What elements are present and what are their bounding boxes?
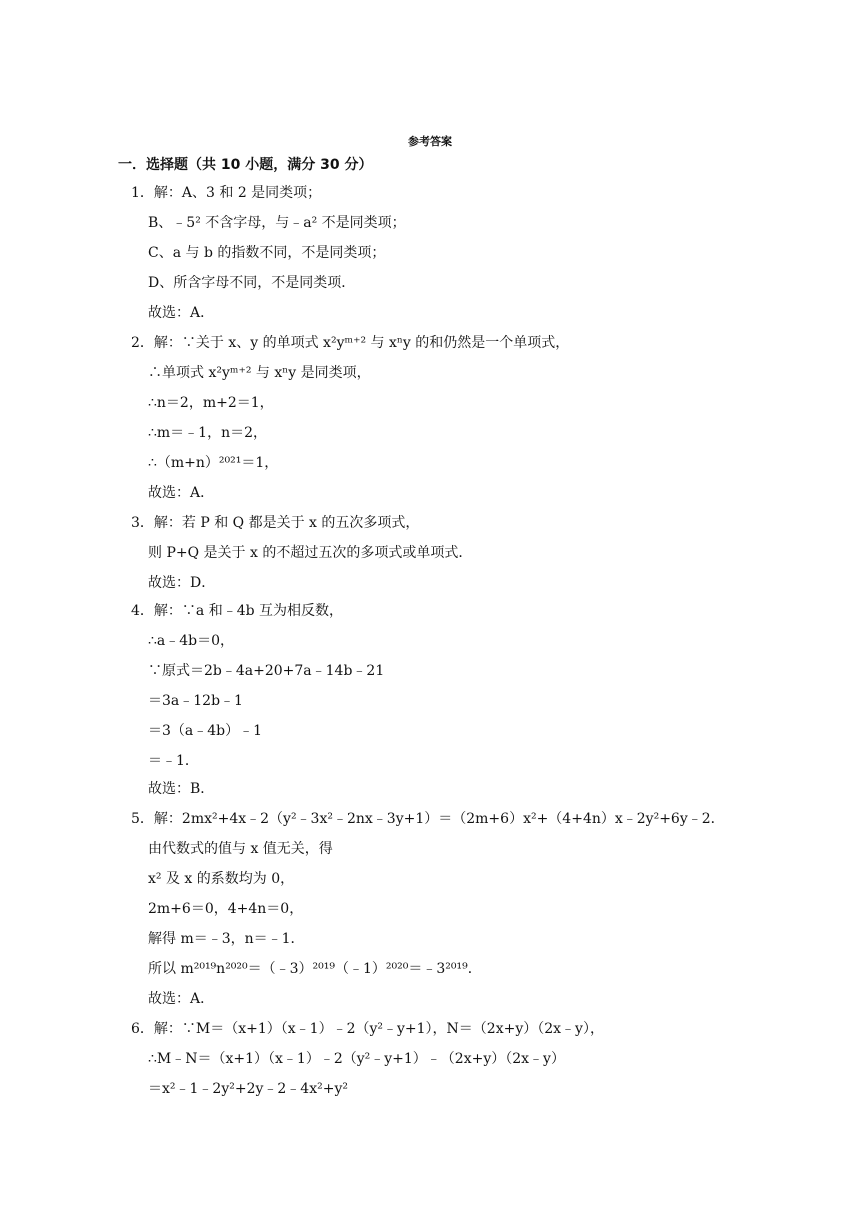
answer-line: C、a 与 b 的指数不同，不是同类项； (148, 245, 386, 261)
answer-line: B、﹣5² 不含字母，与﹣a² 不是同类项； (148, 215, 406, 231)
page-title: 参考答案 (408, 135, 452, 148)
answer-line: 由代数式的值与 x 值无关，得 (148, 841, 333, 857)
answer-line: ∴（m+n）²⁰²¹＝1， (148, 455, 279, 471)
answer-line: 6．解：∵M＝（x+1）（x﹣1）﹣2（y²﹣y+1），N＝（2x+y）（2x﹣y）， (131, 1021, 604, 1037)
answer-line: 则 P+Q 是关于 x 的不超过五次的多项式或单项式． (148, 545, 473, 561)
answer-line: 故选：A． (148, 991, 215, 1007)
answer-line: 2m+6＝0，4+4n＝0， (148, 901, 304, 917)
answer-line: 2．解：∵关于 x、y 的单项式 x²yᵐ⁺² 与 xⁿy 的和仍然是一个单项式， (131, 335, 570, 351)
answer-line: ∵原式＝2b﹣4a+20+7a﹣14b﹣21 (148, 663, 385, 679)
answer-line: 解得 m＝﹣3，n＝﹣1． (148, 931, 305, 947)
answer-line: ＝x²﹣1﹣2y²+2y﹣2﹣4x²+y² (148, 1081, 348, 1097)
answer-line: ＝3（a﹣4b）﹣1 (148, 723, 263, 739)
answer-line: 1．解：A、3 和 2 是同类项； (131, 185, 322, 201)
answer-line: 故选：A． (148, 305, 215, 321)
answer-line: ∴a﹣4b＝0， (148, 633, 235, 649)
answer-line: 5．解：2mx²+4x﹣2（y²﹣3x²﹣2nx﹣3y+1）＝（2m+6）x²+（4+4n）x﹣2y²+6y﹣2． (131, 811, 725, 827)
answer-line: ＝3a﹣12b﹣1 (148, 693, 243, 709)
answer-line: ∴n＝2，m+2＝1， (148, 395, 274, 411)
section-heading: 一．选择题（共 10 小题，满分 30 分） (118, 157, 373, 173)
answer-line: 所以 m²⁰¹⁹n²⁰²⁰＝（﹣3）²⁰¹⁹（﹣1）²⁰²⁰＝﹣3²⁰¹⁹． (148, 961, 482, 977)
answer-line: 3．解：若 P 和 Q 都是关于 x 的五次多项式， (131, 515, 420, 531)
answer-line: 故选：D． (148, 575, 216, 591)
answer-line: 故选：B． (148, 781, 215, 797)
answer-line: ∴单项式 x²yᵐ⁺² 与 xⁿy 是同类项， (148, 365, 371, 381)
answer-line: D、所含字母不同，不是同类项． (148, 275, 356, 291)
answer-line: 故选：A． (148, 485, 215, 501)
answer-line: ∴M﹣N＝（x+1）（x﹣1）﹣2（y²﹣y+1）﹣（2x+y）（2x﹣y） (148, 1051, 565, 1067)
answer-line: 4．解：∵a 和﹣4b 互为相反数， (131, 603, 344, 619)
answer-line: ∴m＝﹣1，n＝2， (148, 425, 268, 441)
answer-line: x² 及 x 的系数均为 0， (148, 871, 295, 887)
answer-line: ＝﹣1． (148, 753, 199, 769)
